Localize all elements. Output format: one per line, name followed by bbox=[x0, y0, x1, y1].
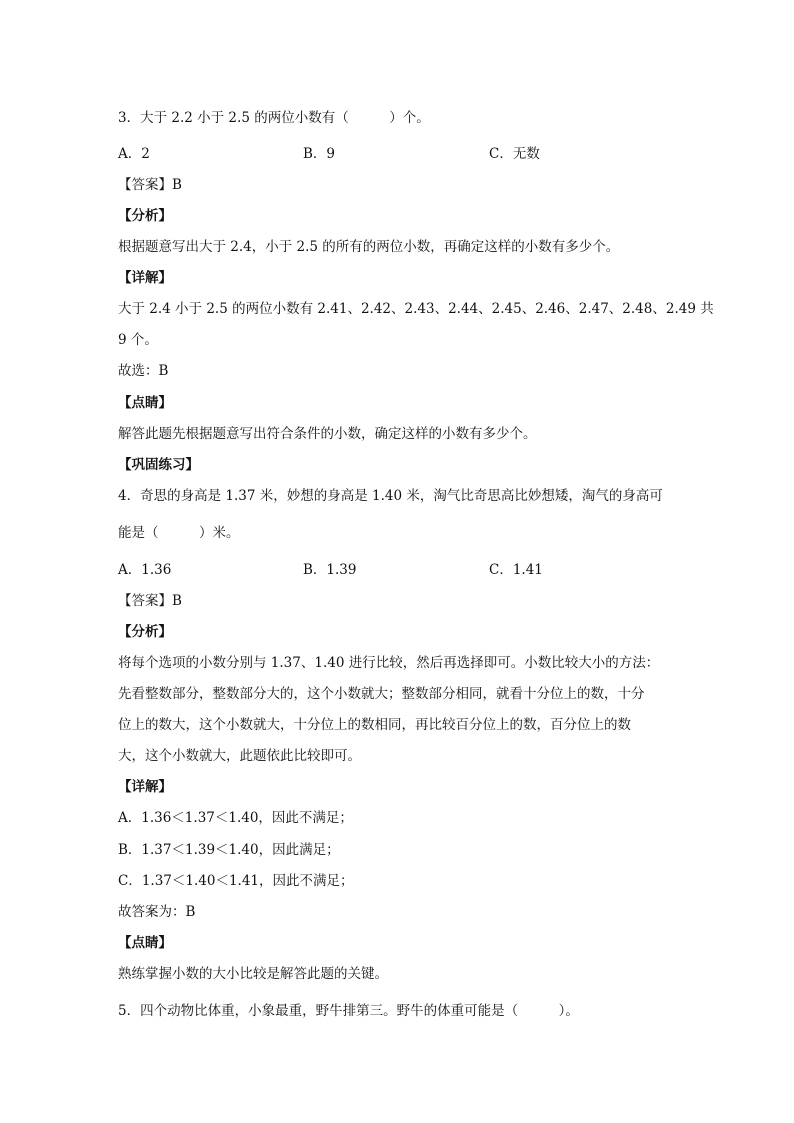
q5-question: 5．四个动物比体重，小象最重，野牛排第三。野牛的体重可能是（ ）。 bbox=[118, 1003, 579, 1019]
q3-comment: 解答此题先根据题意写出符合条件的小数，确定这样的小数有多少个。 bbox=[118, 426, 537, 442]
q4-analysis-line-2: 先看整数部分，整数部分大的，这个小数就大；整数部分相同，就看十分位上的数，十分 bbox=[118, 686, 645, 702]
q4-option-b: B．1.39 bbox=[303, 562, 357, 578]
q4-detail-c: C．1.37＜1.40＜1.41，因此不满足； bbox=[118, 873, 354, 889]
q4-answer: 【答案】B bbox=[118, 593, 182, 609]
q4-comment-label: 【点睛】 bbox=[118, 935, 172, 951]
q4-analysis-line-4: 大，这个小数就大，此题依此比较即可。 bbox=[118, 748, 361, 764]
q3-comment-label: 【点睛】 bbox=[118, 395, 172, 411]
q3-option-b: B．9 bbox=[303, 146, 336, 162]
q4-detail-b: B．1.37＜1.39＜1.40，因此满足； bbox=[118, 842, 340, 858]
q4-question-line-1: 4．奇思的身高是 1.37 米，妙想的身高是 1.40 米，淘气比奇思高比妙想矮，淘气的身高可 bbox=[118, 488, 663, 504]
q3-option-a: A．2 bbox=[118, 146, 150, 162]
q4-analysis-label: 【分析】 bbox=[118, 624, 172, 640]
q3-analysis: 根据题意写出大于 2.4，小于 2.5 的所有的两位小数，再确定这样的小数有多少个。 bbox=[118, 239, 620, 255]
q3-analysis-label: 【分析】 bbox=[118, 208, 172, 224]
q4-comment: 熟练掌握小数的大小比较是解答此题的关键。 bbox=[118, 966, 388, 982]
q4-detail-label: 【详解】 bbox=[118, 779, 172, 795]
q4-question-line-2: 能是（ ）米。 bbox=[118, 525, 240, 541]
q4-analysis-line-1: 将每个选项的小数分别与 1.37、1.40 进行比较，然后再选择即可。小数比较大小的方法： bbox=[118, 655, 660, 671]
q3-option-c: C．无数 bbox=[489, 146, 540, 162]
q3-detail-line-1: 大于 2.4 小于 2.5 的两位小数有 2.41、2.42、2.43、2.44、2.45、2.46、2.47、2.48、2.49 共 bbox=[118, 301, 714, 317]
section-label: 【巩固练习】 bbox=[118, 457, 199, 473]
q3-detail-line-2: 9 个。 bbox=[118, 332, 158, 348]
q4-analysis-line-3: 位上的数大，这个小数就大，十分位上的数相同，再比较百分位上的数，百分位上的数 bbox=[118, 717, 631, 733]
q3-question: 3．大于 2.2 小于 2.5 的两位小数有（ ）个。 bbox=[118, 110, 430, 126]
q3-detail-label: 【详解】 bbox=[118, 270, 172, 286]
q3-choice: 故选：B bbox=[118, 363, 169, 379]
q4-detail-a: A．1.36＜1.37＜1.40，因此不满足； bbox=[118, 810, 353, 826]
q3-answer: 【答案】B bbox=[118, 177, 182, 193]
q4-option-a: A．1.36 bbox=[118, 562, 172, 578]
q4-choice: 故答案为：B bbox=[118, 904, 196, 920]
q4-option-c: C．1.41 bbox=[489, 562, 543, 578]
